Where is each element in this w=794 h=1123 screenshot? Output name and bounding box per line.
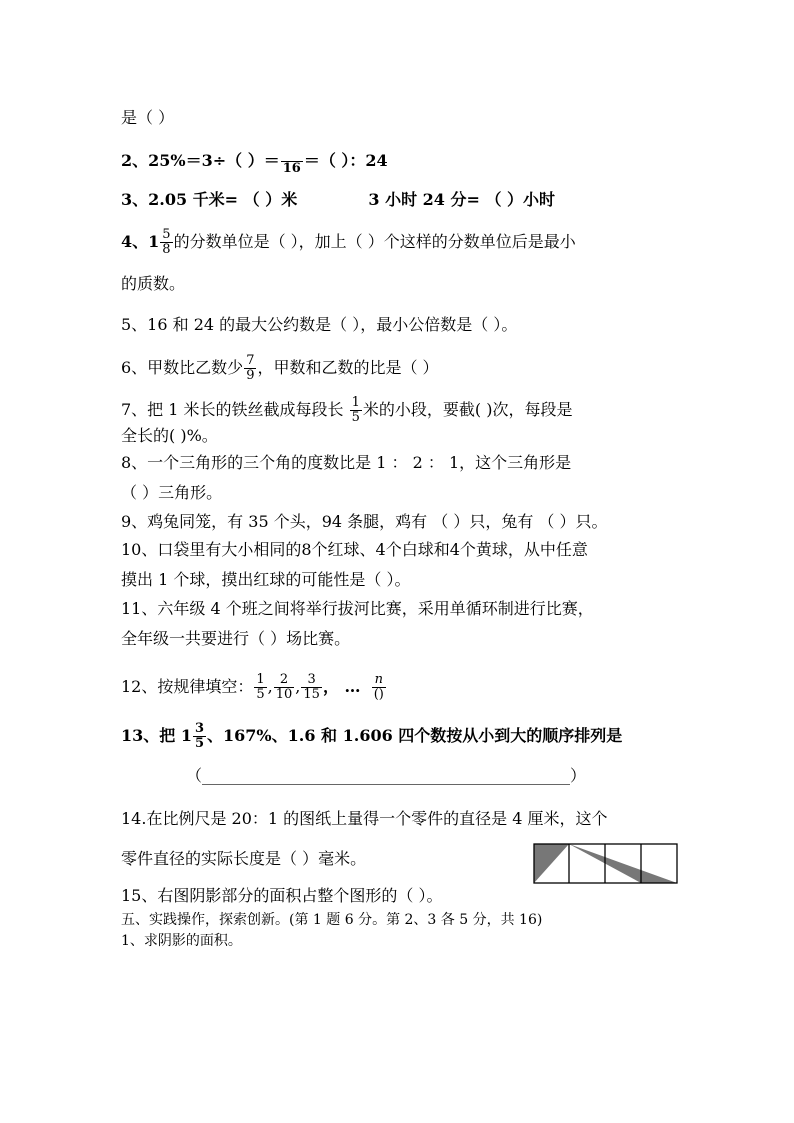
question-12 — [121, 673, 387, 702]
question-13-answer-line: （______________________________________________） — [186, 766, 587, 785]
q2-part-a: 2、25%＝3÷（ ）＝ — [121, 151, 280, 170]
question-10: 10、口袋里有大小相同的8个红球、4个白球和4个黄球，从中任意 — [121, 540, 588, 559]
q4-pre: 4、1 — [121, 232, 160, 251]
question-8-cont: （ ）三角形。 — [121, 483, 223, 502]
question-7 — [121, 396, 572, 425]
q12-f4-num: n — [374, 672, 383, 687]
q4-post: 的分数单位是（ ），加上（ ）个这样的分数单位后是最小 — [173, 232, 576, 251]
question-14: 14.在比例尺是 20：1 的图纸上量得一个零件的直径是 4 厘米，这个 — [121, 809, 608, 828]
question-11-cont: 全年级一共要进行（ ）场比赛。 — [121, 629, 351, 648]
q7-pre: 7、把 1 米长的铁丝截成每段长 — [121, 400, 349, 419]
q6-pre: 6、甲数比乙数少 — [121, 358, 244, 377]
question-4 — [121, 228, 576, 257]
q7-frac-num: 1 — [351, 395, 360, 410]
q3-part-b: 3 小时 24 分= （ ）小时 — [368, 190, 556, 209]
q6-frac-den: 9 — [246, 368, 255, 383]
q2-frac-den: 16 — [282, 161, 301, 176]
q4-frac-num: 5 — [162, 227, 171, 242]
question-14-cont: 零件直径的实际长度是（ ）毫米。 — [121, 849, 367, 868]
question-2 — [121, 147, 388, 176]
question-13 — [121, 722, 622, 751]
q12-sep-2: , — [295, 677, 301, 696]
q6-frac-num: 7 — [246, 353, 255, 368]
q12-f1-num: 1 — [256, 672, 265, 687]
question-10-cont: 摸出 1 个球，摸出红球的可能性是（ ）。 — [121, 570, 411, 589]
q13-pre: 13、把 1 — [121, 726, 192, 745]
q7-fraction — [350, 396, 362, 425]
q4-frac-den: 8 — [162, 242, 171, 257]
q12-pre: 12、按规律填空： — [121, 677, 254, 696]
question-15: 15、右图阴影部分的面积占整个图形的（ ）。 — [121, 886, 443, 905]
q13-fraction — [193, 722, 206, 751]
q12-fraction-1 — [254, 673, 266, 702]
q12-f3-num: 3 — [307, 672, 316, 687]
q12-fraction-3 — [301, 673, 322, 702]
q2-fraction — [281, 147, 303, 176]
q2-frac-num — [288, 147, 297, 161]
question-8: 8、一个三角形的三个角的度数比是 1 ： 2 ： 1，这个三角形是 — [121, 453, 572, 472]
q2-part-b: ＝（ ）：24 — [303, 151, 388, 170]
q13-frac-den: 5 — [194, 736, 205, 751]
question-5: 5、16 和 24 的最大公约数是（ ），最小公倍数是（ ）。 — [121, 315, 518, 334]
question-4-cont: 的质数。 — [121, 274, 186, 293]
q7-frac-den: 5 — [351, 410, 360, 425]
q12-dots: ， … — [322, 677, 361, 696]
q3-part-a: 3、2.05 千米= （ ）米 — [121, 190, 298, 209]
q12-f2-den: 10 — [275, 687, 293, 702]
shaded-triangle-right — [569, 844, 677, 883]
question-9: 9、鸡兔同笼，有 35 个头，94 条腿，鸡有 （ ）只，兔有 （ ）只。 — [121, 512, 608, 531]
q12-f2-num: 2 — [279, 672, 289, 687]
q13-frac-num: 3 — [194, 721, 205, 736]
q6-fraction — [244, 354, 256, 383]
q12-sep-1: , — [267, 677, 273, 696]
question-7-cont: 全长的( )%。 — [121, 426, 218, 445]
q4-fraction — [160, 228, 172, 257]
q12-fraction-4 — [372, 673, 386, 702]
q13-post: 、167%、1.6 和 1.606 四个数按从小到大的顺序排列是 — [207, 726, 623, 745]
section-5-heading: 五、实践操作，探索创新。(第 1 题 6 分。第 2、3 各 5 分，共 16) — [121, 912, 543, 928]
question-6 — [121, 354, 439, 383]
q12-fraction-2 — [274, 673, 295, 702]
question-3 — [121, 190, 555, 210]
q12-f3-den: 15 — [303, 687, 320, 702]
q12-f1-den: 5 — [256, 687, 265, 702]
q6-post: ，甲数和乙数的比是（ ） — [257, 358, 439, 377]
q12-f4-den: () — [373, 687, 384, 702]
question-11: 11、六年级 4 个班之间将举行拔河比赛，采用单循环制进行比赛， — [121, 599, 594, 618]
section-5-question-1: 1、求阴影的面积。 — [121, 933, 242, 949]
line-continuation: 是（ ） — [121, 108, 175, 127]
q7-post: 米的小段，要截( )次，每段是 — [362, 400, 573, 419]
shaded-triangle-left — [534, 844, 569, 883]
shaded-grid-figure — [533, 843, 679, 885]
